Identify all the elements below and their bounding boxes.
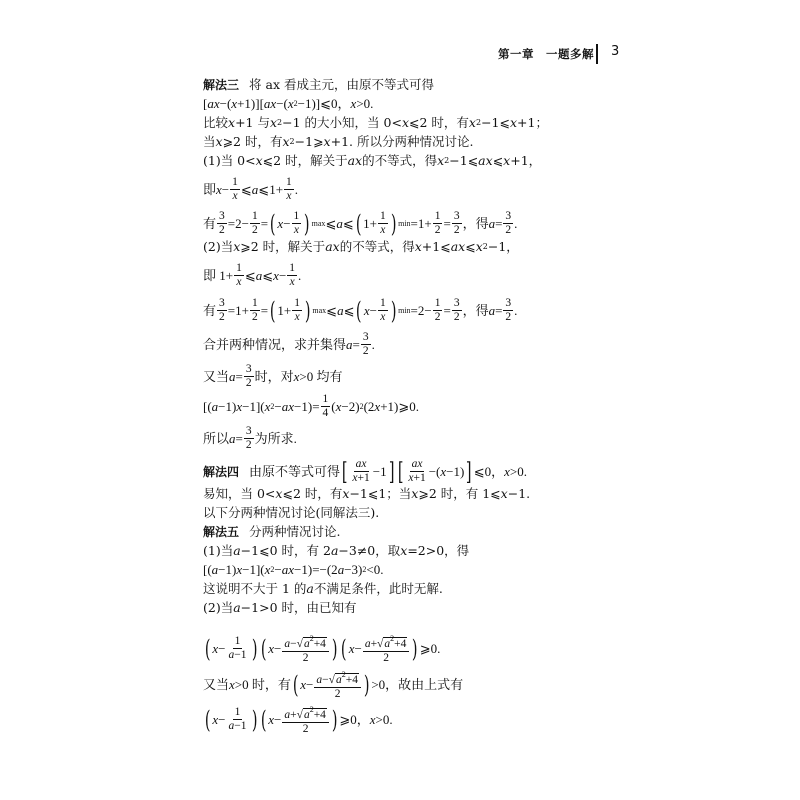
method3-heading bbox=[203, 77, 434, 93]
page-header bbox=[0, 44, 800, 64]
formula-line: [( a −1) x −1]( x 2 − ax −1)=−(2 a −3) 2 <0. bbox=[203, 562, 384, 577]
text-line: 比较 x +1 与 x 2 −1 的大小知，当 0< x ⩽2 时，有 x 2 −1⩽ x +1； bbox=[203, 115, 548, 130]
method5-label: 解法五 bbox=[203, 525, 240, 539]
formula-line: 有 $\frac{3}{2}$ =2− $\frac{1}{2}$ = ( x − $\frac{1}{x}$ ) max ⩽ a ⩽ ( 1+ $\frac{1}{x}$ ) min =1+ $\frac{1}{2}$ = $\frac{3}{2}$ ，得 a = $\frac{3}{2}$ . bbox=[203, 209, 518, 238]
method4-heading: 解法四 由原不等式可得 [ $\frac{ax}{x+1}$ −1 ] [ $\frac{ax}{x+1}$ −( x −1) ] ⩽0， x >0. bbox=[203, 457, 527, 486]
formula-line: 所以 a = $\frac{3}{2}$ 为所求. bbox=[203, 425, 297, 451]
formula-line: 即 x − $\frac{1}{x}$ ⩽ a ⩽1+ $\frac{1}{x}$ . bbox=[203, 176, 299, 202]
method5-heading bbox=[203, 524, 341, 540]
text-line: 当 x ⩾2 时，有 x 2 −1⩾ x +1. 所以分两种情况讨论. bbox=[203, 134, 474, 149]
formula-line: 又当 a = $\frac{3}{2}$ 时，对 x >0 均有 bbox=[203, 363, 343, 389]
text-line: 易知，当 0< x ⩽2 时，有 x −1⩽1；当 x ⩾2 时，有 1⩽ x −1. bbox=[203, 486, 531, 501]
text-line: (2)当 x ⩾2 时，解关于 ax 的不等式，得 x +1⩽ ax ⩽ x 2 −1， bbox=[203, 239, 519, 254]
method4-label: 解法四 bbox=[203, 464, 240, 479]
formula-line: 合并两种情况，求并集得 a = $\frac{3}{2}$ . bbox=[203, 331, 375, 357]
text-line: 以下分两种情况讨论(同解法三). bbox=[203, 505, 380, 520]
header-separator bbox=[596, 44, 598, 64]
method5-intro: 分两种情况讨论. bbox=[249, 524, 341, 539]
text-line: (1)当 0< x ⩽2 时，解关于 ax 的不等式，得 x 2 −1⩽ ax ⩽ x +1， bbox=[203, 153, 542, 168]
page-number: 3 bbox=[611, 44, 620, 59]
formula-line: 即 1+ $\frac{1}{x}$ ⩽ a ⩽ x − $\frac{1}{x}$ . bbox=[203, 262, 302, 288]
formula-line: [ ax −( x +1)][ ax −( x 2 −1)]⩽0， x >0. bbox=[203, 96, 374, 111]
formula-line: 又当 x >0 时，有 ( x − $\frac{a-√a^2+4}{2}$ ) >0，故由上式有 bbox=[203, 670, 464, 700]
method3-intro: 将 ax 看成主元，由原不等式可得 bbox=[249, 77, 434, 92]
formula-line: 有 $\frac{3}{2}$ =1+ $\frac{1}{2}$ = ( 1+ $\frac{1}{x}$ ) max ⩽ a ⩽ ( x − $\frac{1}{x}$ ) min =2− $\frac{1}{2}$ = $\frac{3}{2}$ ，得 a = $\frac{3}{2}$ . bbox=[203, 296, 518, 325]
text-line: (1)当 a −1⩽0 时，有 2 a −3≠0，取 x =2>0，得 bbox=[203, 543, 470, 558]
method3-label: 解法三 bbox=[203, 78, 240, 92]
formula-line: ( x − $\frac{1}{a-1}$ ) ( x − $\frac{a+√a^2+4}{2}$ ) ⩾0， x >0. bbox=[204, 705, 393, 735]
formula-line: [( a −1) x −1]( x 2 − ax −1)= $\frac{1}{4}$ ( x −2) 2 (2 x +1)⩾0. bbox=[203, 393, 420, 419]
text-line: 这说明不大于 1 的 a 不满足条件，此时无解. bbox=[203, 581, 443, 596]
chapter-title: 第一章 一题多解 bbox=[498, 47, 594, 61]
formula-line: ( x − $\frac{1}{a-1}$ ) ( x − $\frac{a-√a^2+4}{2}$ ) ( x − $\frac{a+√a^2+4}{2}$ ) ⩾0. bbox=[204, 634, 441, 664]
text-line: (2)当 a −1>0 时，由已知有 bbox=[203, 600, 357, 615]
